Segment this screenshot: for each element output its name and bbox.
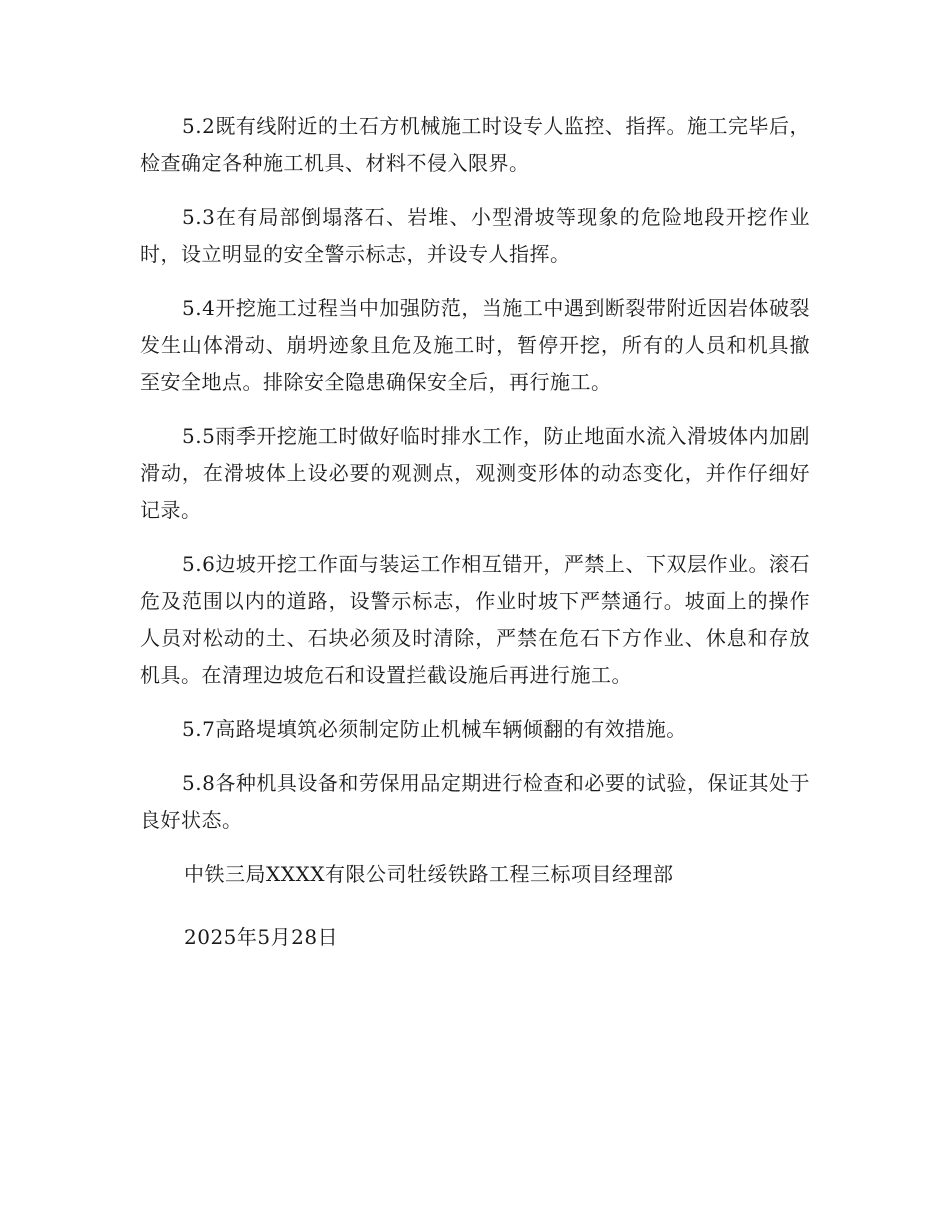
document-body xyxy=(140,108,810,982)
signature-date: 2025年5月28日 xyxy=(184,925,339,949)
paragraph-5-2: 5.2既有线附近的土石方机械施工时设专人监控、指挥。施工完毕后，检查确定各种施工机具、材料不侵入限界。 xyxy=(140,114,810,175)
paragraph-5-4: 5.4开挖施工过程当中加强防范，当施工中遇到断裂带附近因岩体破裂发生山体滑动、崩坍迹象且危及施工时，暂停开挖，所有的人员和机具撤至安全地点。排除安全隐患确保安全后，再行施工。 xyxy=(140,296,810,394)
paragraph-5-5: 5.5雨季开挖施工时做好临时排水工作，防止地面水流入滑坡体内加剧滑动，在滑坡体上设必要的观测点，观测变形体的动态变化，并作仔细好记录。 xyxy=(140,424,810,522)
signature-organization: 中铁三局XXXX有限公司牡绥铁路工程三标项目经理部 xyxy=(184,862,674,886)
paragraph-5-3: 5.3在有局部倒塌落石、岩堆、小型滑坡等现象的危险地段开挖作业时，设立明显的安全警示标志，并设专人指挥。 xyxy=(140,205,810,266)
paragraph-5-7: 5.7高路堤填筑必须制定防止机械车辆倾翻的有效措施。 xyxy=(182,717,687,741)
paragraph-5-6: 5.6边坡开挖工作面与装运工作相互错开，严禁上、下双层作业。滚石危及范围以内的道路，设警示标志，作业时坡下严禁通行。坡面上的操作人员对松动的土、石块必须及时清除，严禁在危石下方作业、休息和存放机具。在清理边坡危石和设置拦截设施后再进行施工。 xyxy=(140,552,810,687)
paragraph-5-8: 5.8各种机具设备和劳保用品定期进行检查和必要的试验，保证其处于良好状态。 xyxy=(140,771,810,832)
